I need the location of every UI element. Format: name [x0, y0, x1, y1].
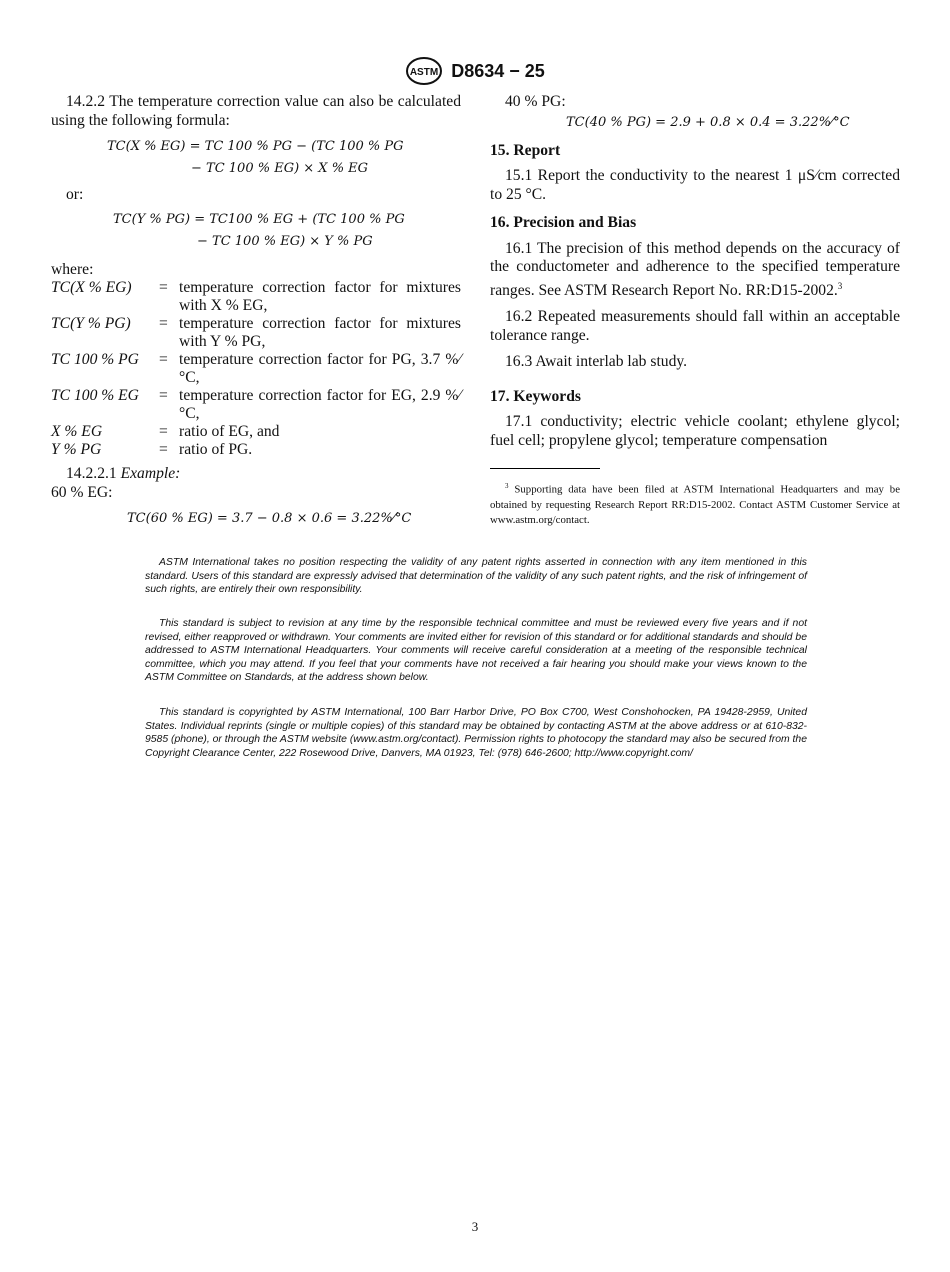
- def-description: ratio of PG.: [179, 441, 253, 458]
- paragraph-16-2: 16.2 Repeated measurements should fall within an acceptable tolerance range.: [490, 308, 900, 344]
- copyright-notice: [145, 706, 807, 760]
- def-symbol: TC 100 % PG: [51, 351, 139, 368]
- def-description: temperature correction factor for PG, 3.7 %⁄°C,: [179, 351, 461, 386]
- paragraph-16-1: [490, 240, 900, 301]
- section-15-heading: 15. Report: [490, 141, 561, 159]
- def-symbol: TC(X % EG): [51, 279, 132, 296]
- copyright-notice-text: This standard is copyrighted by ASTM International, 100 Barr Harbor Drive, PO Box C700, West Conshohocken, PA 19428-2959, United States. Individual reprints (single or multiple copies) of this standard may be obtained by contacting ASTM at the above address or at 610-832-9585 (phone), or through the ASTM website (www.astm.org/contact). Permission rights to photocopy the standard may also be secured from the Copyright Clearance Center, 222 Rosewood Drive, Danvers, MA 01923, Tel: (978) 646-2600; http://www.copyright.com/: [145, 707, 807, 759]
- def-equals: =: [159, 387, 168, 404]
- def-description: ratio of EG, and: [179, 423, 280, 440]
- section-17-heading: 17. Keywords: [490, 387, 581, 405]
- revision-notice-text: This standard is subject to revision at any time by the responsible technical committee and must be reviewed every five years and if not revised, either reapproved or withdrawn. Your comments are invited either for revision of this standard or for additional standards and should be addressed to ASTM International Headquarters. Your comments will receive careful consideration at a meeting of the responsible technical committee, which you may attend. If you feel that your comments have not received a fair hearing you should make your views known to the ASTM Committee on Standards, at the address shown below.: [145, 618, 807, 684]
- def-equals: =: [159, 441, 168, 458]
- definition-row: [51, 387, 461, 423]
- equation-example-pg: TC(40 % PG) = 2.9 + 0.8 × 0.4 = 3.22%⁄°C: [566, 114, 850, 130]
- page-number: 3: [471, 1219, 479, 1234]
- patent-notice: [145, 556, 807, 597]
- footnote-text: Supporting data have been filed at ASTM International Headquarters and may be obtained by requesting Research Report RR:D15-2002. Contact ASTM Customer Service at www.astm.org/contact.: [490, 483, 900, 526]
- or-text: or:: [66, 186, 84, 203]
- def-symbol: X % EG: [51, 423, 103, 440]
- svg-text:ASTM: ASTM: [410, 67, 439, 78]
- def-equals: =: [159, 423, 168, 440]
- standard-designation: D8634 − 25: [451, 60, 545, 81]
- definition-row: [51, 441, 461, 459]
- where-text: where:: [51, 260, 94, 278]
- def-equals: =: [159, 315, 168, 332]
- def-symbol: TC(Y % PG): [51, 315, 131, 332]
- section-16-heading: 16. Precision and Bias: [490, 214, 637, 231]
- patent-notice-text: ASTM International takes no position respecting the validity of any patent rights asserted in connection with any item mentioned in this standard. Users of this standard are expressly advised that determination of the validity of any such patent rights, and the risk of infringement of such rights, are entirely their own responsibility.: [145, 557, 807, 596]
- definition-row: [51, 351, 461, 387]
- footnote-divider: [490, 468, 600, 469]
- paragraph-17-1: 17.1 conductivity; electric vehicle coolant; ethylene glycol; fuel cell; propylene glycol; temperature compensation: [490, 413, 900, 449]
- footnote-number: 3: [505, 482, 509, 491]
- paragraph-15-1: 15.1 Report the conductivity to the nearest 1 μS⁄cm corrected to 25 °C.: [490, 167, 900, 203]
- footnote: [490, 479, 900, 528]
- equation-tc-x-eg-line2: − TC 100 % EG) × X % EG: [191, 161, 369, 176]
- revision-notice: [145, 617, 807, 685]
- definitions-table: [51, 279, 461, 459]
- astm-logo: [405, 56, 443, 86]
- right-column: [490, 93, 900, 528]
- example-number: 14.2.2.1: [66, 465, 117, 482]
- equation-tc-y-pg-line1: TC(Y % PG) = TC100 % EG + (TC 100 % PG: [113, 211, 405, 227]
- def-symbol: TC 100 % EG: [51, 387, 139, 404]
- def-description: temperature correction factor for mixtures with X % EG,: [179, 279, 461, 314]
- paragraph-14-2-2: 14.2.2 The temperature correction value can also be calculated using the following formula:: [51, 93, 461, 129]
- def-equals: =: [159, 279, 168, 296]
- def-symbol: Y % PG: [51, 441, 102, 458]
- def-equals: =: [159, 351, 168, 368]
- eg-label: 60 % EG:: [51, 483, 113, 501]
- equation-example-eg: TC(60 % EG) = 3.7 − 0.8 × 0.6 = 3.22%⁄°C: [127, 511, 412, 526]
- paragraph-16-3: 16.3 Await interlab lab study.: [505, 353, 688, 371]
- definition-row: [51, 423, 461, 441]
- pg-label: 40 % PG:: [505, 93, 566, 110]
- equation-tc-x-eg-line1: TC(X % EG) = TC 100 % PG − (TC 100 % PG: [107, 139, 404, 154]
- def-description: temperature correction factor for EG, 2.9 %⁄°C,: [179, 387, 461, 422]
- definition-row: [51, 315, 461, 351]
- definition-row: [51, 279, 461, 315]
- def-description: temperature correction factor for mixtures with Y % PG,: [179, 315, 461, 350]
- left-column: [51, 93, 461, 530]
- paragraph-16-1-text: 16.1 The precision of this method depends on the accuracy of the conductometer and adherence to the specified temperature ranges. See ASTM Research Report No. RR:D15-2002.: [490, 239, 900, 299]
- example-heading: [51, 465, 461, 484]
- footnote-ref: 3: [837, 280, 843, 291]
- page-header: [0, 56, 950, 86]
- example-label: Example:: [120, 465, 181, 482]
- equation-tc-y-pg-line2: − TC 100 % EG) × Y % PG: [197, 233, 373, 249]
